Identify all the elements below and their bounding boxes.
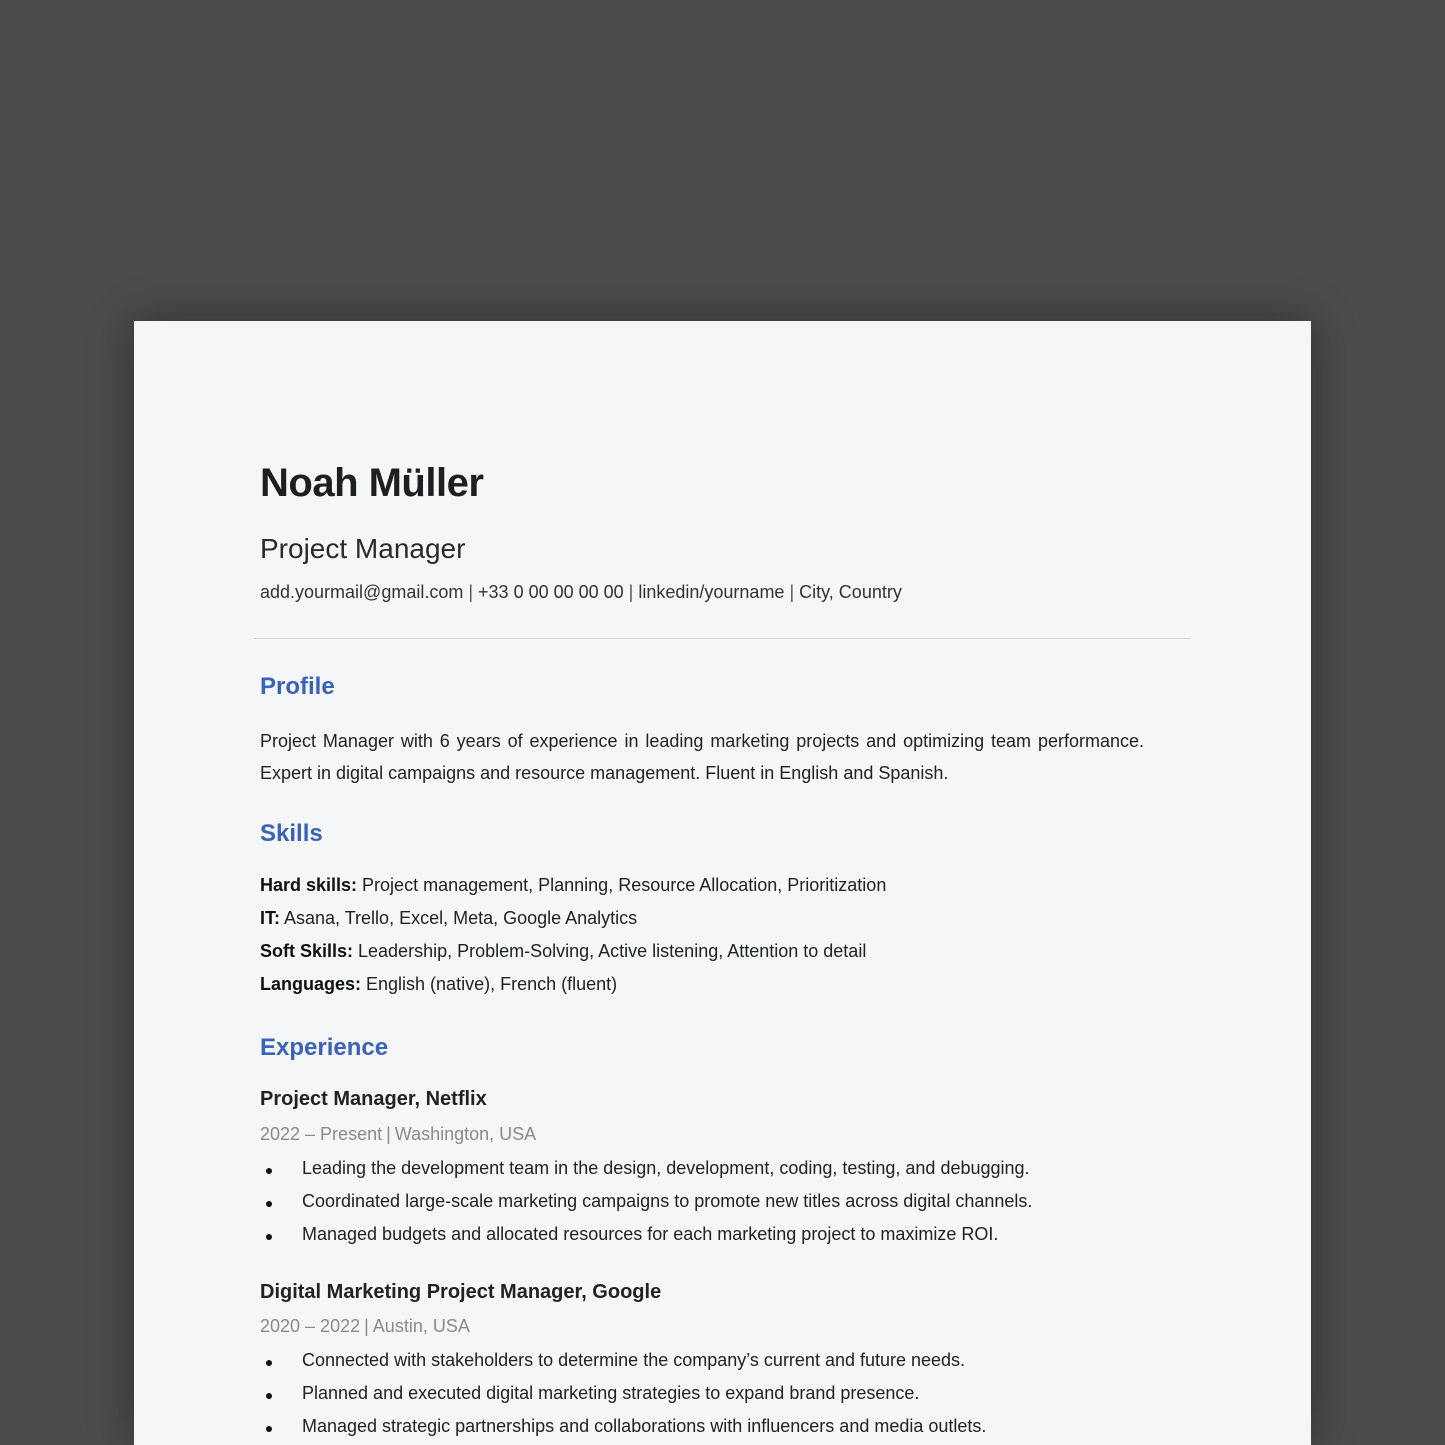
bullet-text: Leading the development team in the design, development, coding, testing, and debugging. (302, 1158, 1030, 1178)
job-location: Austin, USA (372, 1316, 470, 1336)
skill-label: IT: (260, 908, 280, 928)
skill-line-hard (260, 875, 886, 896)
job-location: Washington, USA (394, 1124, 537, 1144)
bullet-text: Planned and executed digital marketing strategies to expand brand presence. (302, 1383, 920, 1403)
section-heading-experience: Experience (260, 1034, 389, 1061)
bullet-dot (266, 1426, 272, 1432)
contact-linkedin[interactable]: linkedin/yourname (638, 582, 785, 602)
bullet-dot (266, 1234, 272, 1240)
job-dates: 2020 – 2022 (260, 1316, 361, 1336)
section-heading-profile: Profile (260, 673, 335, 700)
job-role: Digital Marketing Project Manager, Google (260, 1281, 662, 1303)
skill-value: Asana, Trello, Excel, Meta, Google Analytics (280, 908, 638, 928)
skill-value: Leadership, Problem-Solving, Active listening, Attention to detail (353, 941, 867, 961)
skill-value: Project management, Planning, Resource Allocation, Prioritization (357, 875, 887, 895)
job-meta (260, 1124, 536, 1145)
bullet-dot (266, 1360, 272, 1366)
skill-label: Hard skills: (260, 875, 358, 895)
header-divider (254, 638, 1191, 639)
bullet-text: Coordinated large-scale marketing campaigns to promote new titles across digital channels. (302, 1191, 1033, 1211)
skill-line-it (260, 908, 637, 929)
contact-separator: | (468, 582, 474, 602)
contact-email[interactable]: add.yourmail@gmail.com (260, 582, 464, 602)
profile-summary: Project Manager with 6 years of experience in leading marketing projects and optimizing team performance. Expert in digital campaigns and resource management. Fluent in English and Spanish. (260, 731, 1144, 783)
contact-location: City, Country (799, 582, 902, 602)
job-meta (260, 1316, 470, 1337)
bullet-dot (266, 1201, 272, 1207)
contact-separator: | (789, 582, 795, 602)
skill-label: Soft Skills: (260, 941, 354, 961)
skill-value: English (native), French (fluent) (361, 974, 618, 994)
contact-separator: | (628, 582, 634, 602)
contact-phone[interactable]: +33 0 00 00 00 00 (478, 582, 624, 602)
bullet-text: Managed budgets and allocated resources for each marketing project to maximize ROI. (302, 1224, 999, 1244)
job-meta-separator: | (364, 1316, 369, 1336)
bullet-text: Managed strategic partnerships and collaborations with influencers and media outlets. (302, 1416, 987, 1436)
resume-page (134, 321, 1311, 1445)
bullet-dot (266, 1393, 272, 1399)
candidate-title: Project Manager (260, 533, 466, 564)
candidate-name: Noah Müller (260, 461, 484, 505)
job-meta-separator: | (386, 1124, 391, 1144)
bullet-text: Connected with stakeholders to determine the company’s current and future needs. (302, 1350, 966, 1370)
skill-line-languages (260, 974, 617, 995)
job-dates: 2022 – Present (260, 1124, 383, 1144)
section-heading-skills: Skills (260, 820, 323, 847)
contact-line (260, 582, 902, 603)
bullet-dot (266, 1168, 272, 1174)
job-role: Project Manager, Netflix (260, 1088, 487, 1110)
skill-label: Languages: (260, 974, 362, 994)
skill-line-soft (260, 941, 866, 962)
